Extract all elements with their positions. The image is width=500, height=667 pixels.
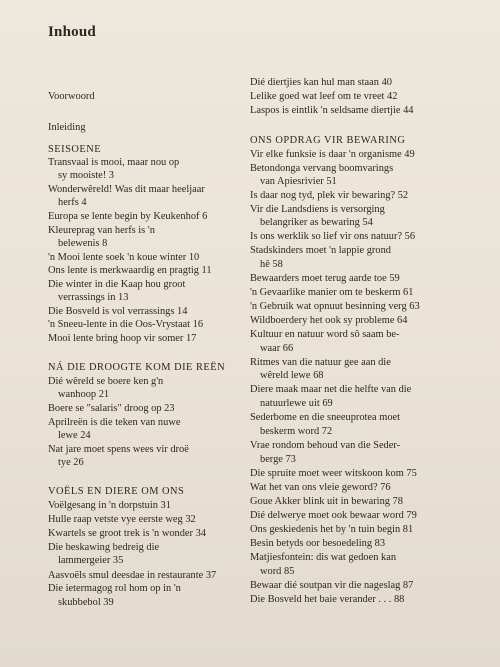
toc-entry-continuation: skubbebol 39 bbox=[58, 597, 114, 608]
toc-entry: Sederbome en die sneeuprotea moet bbox=[250, 412, 401, 423]
toc-entry: Europa se lente begin by Keukenhof 6 bbox=[48, 211, 208, 222]
toc-entry-continuation: beskerm word 72 bbox=[260, 426, 333, 437]
section-heading: NÁ DIE DROOGTE KOM DIE REËN bbox=[48, 362, 226, 373]
toc-entry-continuation: lewe 24 bbox=[58, 430, 91, 441]
section-heading: ONS OPDRAG VIR BEWARING bbox=[250, 135, 406, 146]
toc-entry: Bewaar dié soutpan vir die nageslag 87 bbox=[250, 580, 414, 591]
toc-entry: Vrae rondom behoud van die Seder- bbox=[250, 440, 401, 451]
toc-entry: Is daar nog tyd, plek vir bewaring? 52 bbox=[250, 190, 409, 201]
toc-entry-continuation: tye 26 bbox=[58, 457, 84, 468]
toc-entry: Die winter in die Kaap hou groot bbox=[48, 279, 186, 290]
toc-entry-continuation: lammergeier 35 bbox=[58, 555, 124, 566]
toc-entry-continuation: belangriker as bewaring 54 bbox=[260, 217, 373, 228]
toc-entry: Die spruite moet weer witskoon kom 75 bbox=[250, 468, 417, 479]
toc-entry: Wat het van ons vleie geword? 76 bbox=[250, 482, 391, 493]
toc-entry: Stadskinders moet 'n lappie grond bbox=[250, 245, 391, 256]
toc-entry: Nat jare moet spens wees vir droë bbox=[48, 444, 189, 455]
toc-entry: Besin betyds oor besoedeling 83 bbox=[250, 538, 386, 549]
toc-entry: Transvaal is mooi, maar nou op bbox=[48, 157, 180, 168]
section-heading: SEISOENE bbox=[48, 144, 102, 155]
toc-entry-continuation: wanhoop 21 bbox=[58, 389, 110, 400]
toc-entry: Aasvoëls smul deesdae in restaurante 37 bbox=[48, 570, 217, 581]
toc-entry: Kwartels se groot trek is 'n wonder 34 bbox=[48, 528, 206, 539]
toc-entry: Die Bosveld het baie verander . . . 88 bbox=[250, 594, 405, 605]
toc-entry-continuation: van Apiesrivier 51 bbox=[260, 176, 337, 187]
toc-entry: Inleiding bbox=[48, 122, 86, 133]
toc-entry: Goue Akker blink uit in bewaring 78 bbox=[250, 496, 403, 507]
toc-entry: Ritmes van die natuur gee aan die bbox=[250, 357, 391, 368]
toc-entry: Die ietermagog rol hom op in 'n bbox=[48, 583, 181, 594]
toc-entry: Vir die Landsdiens is versorging bbox=[250, 204, 385, 215]
toc-entry: Bewaarders moet terug aarde toe 59 bbox=[250, 273, 400, 284]
page-title: Inhoud bbox=[48, 24, 96, 40]
toc-entry: Kultuur en natuur word sô saam be- bbox=[250, 329, 400, 340]
toc-entry-continuation: wêreld lewe 68 bbox=[260, 370, 324, 381]
toc-entry: Dié diertjies kan hul man staan 40 bbox=[250, 77, 392, 88]
toc-entry: Ons lente is merkwaardig en pragtig 11 bbox=[48, 265, 212, 276]
toc-entry-continuation: belewenis 8 bbox=[58, 238, 108, 249]
toc-entry: 'n Gebruik wat opnuut besinning verg 63 bbox=[250, 301, 420, 312]
toc-entry: Lelike goed wat leef om te vreet 42 bbox=[250, 91, 398, 102]
toc-entry: Dié wêreld se boere ken g'n bbox=[48, 376, 164, 387]
toc-entry-continuation: verrassings in 13 bbox=[58, 292, 129, 303]
section-heading: VOËLS EN DIERE OM ONS bbox=[48, 486, 185, 497]
toc-entry: Die beskawing bedreig die bbox=[48, 542, 160, 553]
toc-entry: Voëlgesang in 'n dorpstuin 31 bbox=[48, 500, 171, 511]
toc-entry: 'n Mooi lente soek 'n koue winter 10 bbox=[48, 252, 200, 263]
toc-entry: Diere maak maar net die helfte van die bbox=[250, 384, 412, 395]
toc-entry: Is ons werklik so lief vir ons natuur? 56 bbox=[250, 231, 416, 242]
toc-entry: Betondonga vervang boomvarings bbox=[250, 163, 394, 174]
toc-entry-continuation: berge 73 bbox=[260, 454, 296, 465]
toc-entry: Wonderwêreld! Was dit maar heeljaar bbox=[48, 184, 205, 195]
toc-entry-continuation: sy mooiste! 3 bbox=[58, 170, 114, 181]
toc-entry-continuation: word 85 bbox=[260, 566, 295, 577]
toc-entry: Wildboerdery het ook sy probleme 64 bbox=[250, 315, 408, 326]
toc-entry: Boere se "salaris" droog op 23 bbox=[48, 403, 175, 414]
toc-entry-continuation: herfs 4 bbox=[58, 197, 87, 208]
toc-entry: Aprilreën is die teken van nuwe bbox=[48, 417, 181, 428]
toc-entry: Voorwoord bbox=[48, 91, 95, 102]
toc-entry: Mooi lente bring hoop vir somer 17 bbox=[48, 333, 197, 344]
toc-entry: Matjiesfontein: dis wat gedoen kan bbox=[250, 552, 397, 563]
toc-entry-continuation: natuurlewe uit 69 bbox=[260, 398, 333, 409]
toc-entry: Hulle raap vetste vye eerste weg 32 bbox=[48, 514, 196, 525]
toc-entry: 'n Gevaarlike manier om te beskerm 61 bbox=[250, 287, 414, 298]
toc-entry: Vir elke funksie is daar 'n organisme 49 bbox=[250, 149, 415, 160]
toc-entry: Die Bosveld is vol verrassings 14 bbox=[48, 306, 188, 317]
toc-entry-continuation: hê 58 bbox=[260, 259, 283, 270]
toc-entry-continuation: waar 66 bbox=[260, 343, 294, 354]
toc-entry: Ons geskiedenis het by 'n tuin begin 81 bbox=[250, 524, 414, 535]
toc-entry: Dié delwerye moet ook bewaar word 79 bbox=[250, 510, 417, 521]
toc-entry: Laspos is eintlik 'n seldsame diertjie 44 bbox=[250, 105, 414, 116]
toc-entry: 'n Sneeu-lente in die Oos-Vrystaat 16 bbox=[48, 319, 204, 330]
toc-entry: Kleureprag van herfs is 'n bbox=[48, 225, 155, 236]
